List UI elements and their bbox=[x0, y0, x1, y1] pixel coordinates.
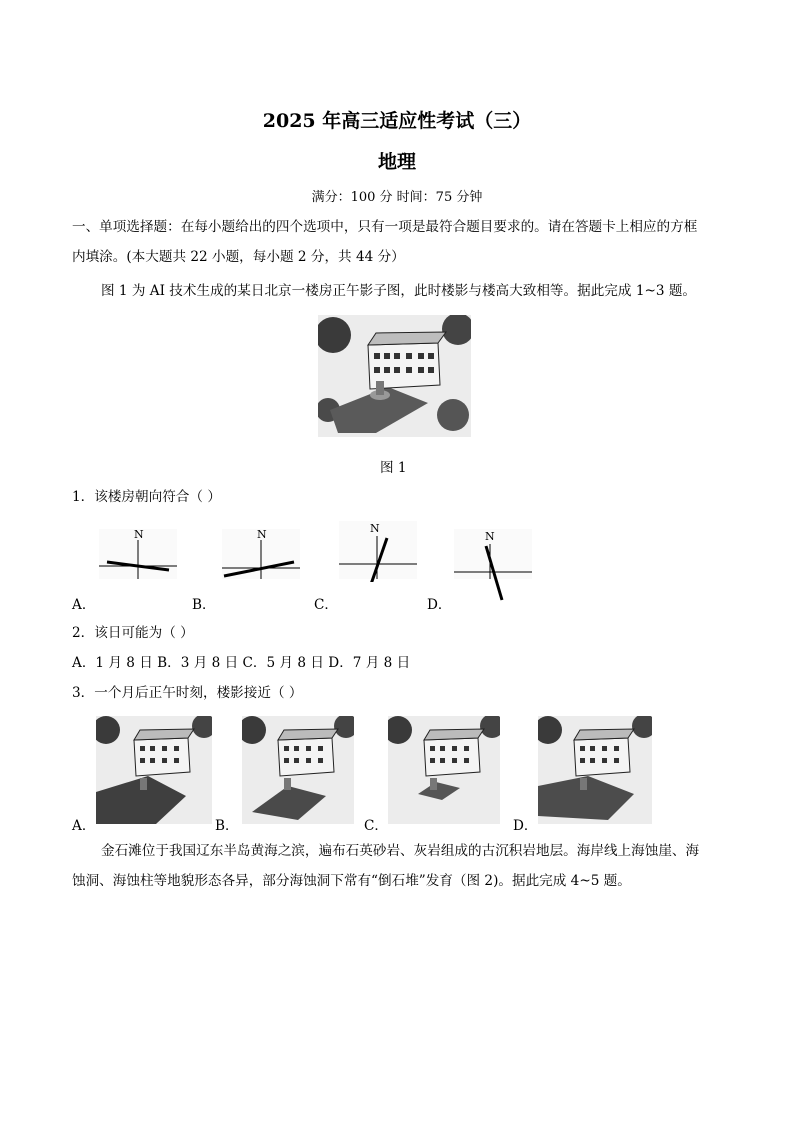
q3-option-a-label: A． bbox=[72, 818, 96, 834]
q1-option-d-label: D． bbox=[427, 597, 452, 613]
q3-option-a-image bbox=[96, 716, 212, 824]
q3-option-b-image bbox=[242, 716, 354, 824]
q1-option-d-diagram bbox=[450, 526, 535, 602]
subject-title: 地理 bbox=[377, 151, 416, 173]
figure1-building-image bbox=[318, 315, 471, 437]
q1-option-c-diagram bbox=[335, 518, 420, 582]
north-label: N bbox=[257, 528, 267, 541]
exam-meta: 满分：100 分 时间：75 分钟 bbox=[311, 190, 483, 205]
intro-paragraph-1: 图 1 为 AI 技术生成的某日北京一楼房正午影子图，此时楼影与楼高大致相等。据此完成 1~3 题。 bbox=[101, 283, 697, 299]
section-instruction-line2: 内填涂。(本大题共 22 小题，每小题 2 分，共 44 分） bbox=[72, 249, 405, 265]
north-label: N bbox=[370, 522, 380, 535]
q3-option-d-image bbox=[538, 716, 652, 824]
intro-paragraph-2-line1: 金石滩位于我国辽东半岛黄海之滨，遍布石英砂岩、灰岩组成的古沉积岩地层。海岸线上海蚀崖、海 bbox=[101, 843, 700, 859]
q1-option-a-diagram bbox=[95, 526, 180, 582]
exam-title: 2025 年高三适应性考试（三） bbox=[262, 110, 532, 132]
intro-paragraph-2-line2: 蚀洞、海蚀柱等地貌形态各异，部分海蚀洞下常有“倒石堆”发育（图 2)。据此完成 4~5 题。 bbox=[72, 873, 631, 889]
q3-option-c-image bbox=[388, 716, 500, 824]
north-label: N bbox=[134, 528, 144, 541]
figure1-caption: 图 1 bbox=[380, 460, 407, 476]
q1-option-c-label: C． bbox=[314, 597, 338, 613]
question-3-stem: 3．一个月后正午时刻，楼影接近（ ） bbox=[72, 685, 303, 701]
q3-option-b-label: B． bbox=[215, 818, 239, 834]
section-instruction-line1: 一、单项选择题：在每小题给出的四个选项中，只有一项是最符合题目要求的。请在答题卡上相应的方框 bbox=[72, 219, 698, 235]
q1-option-b-diagram bbox=[218, 526, 303, 582]
question-1-stem: 1．该楼房朝向符合（ ） bbox=[72, 489, 221, 505]
question-2-options: A．1 月 8 日 B．3 月 8 日 C．5 月 8 日 D．7 月 8 日 bbox=[72, 655, 411, 671]
q1-option-b-label: B． bbox=[192, 597, 216, 613]
question-2-stem: 2．该日可能为（ ） bbox=[72, 625, 194, 641]
north-label: N bbox=[485, 530, 495, 543]
q3-option-d-label: D． bbox=[513, 818, 538, 834]
q1-option-a-label: A． bbox=[72, 597, 96, 613]
q3-option-c-label: C． bbox=[364, 818, 388, 834]
